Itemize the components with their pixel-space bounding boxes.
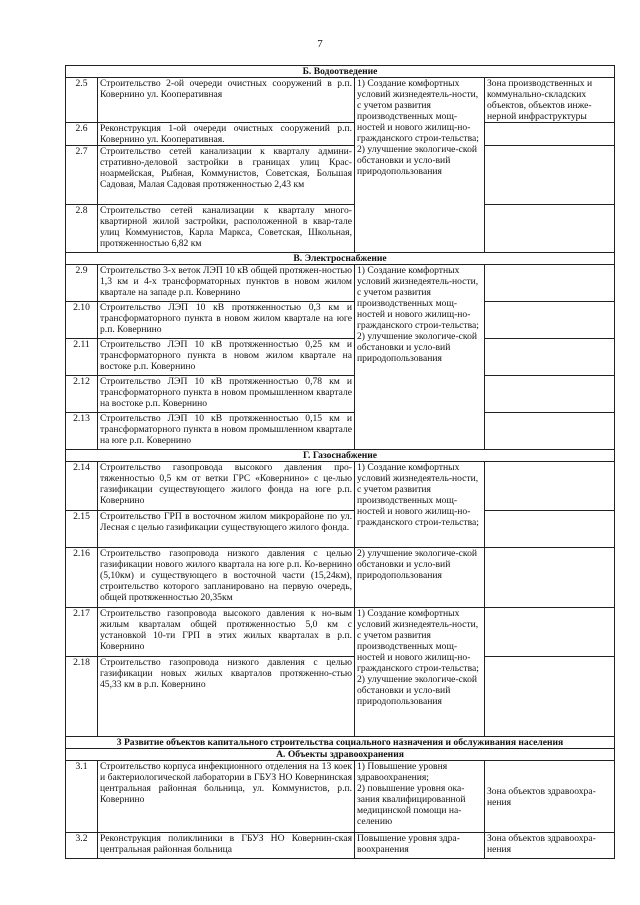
zone-cell (485, 511, 615, 548)
goal-cell (355, 608, 485, 737)
zone-text: Зона объектов здравоохра-нения (487, 833, 596, 855)
section-row (66, 66, 615, 78)
zone-text: Зона производственных и коммунально-складских объектов, объектов инже-нерной инфраструктуры (487, 78, 593, 122)
row-number: 2.16 (66, 548, 98, 608)
section-row (66, 749, 615, 761)
row-description: Строительство ЛЭП 10 кВ протяженностью 0,15 км и трансформаторного пункта в новом промышленном квартале на юге р.п. Ковернино (98, 413, 355, 450)
row-number: 2.9 (66, 265, 98, 302)
zone-cell (485, 339, 615, 376)
table-row (66, 548, 615, 608)
zone-cell (485, 376, 615, 413)
section-row (66, 450, 615, 462)
row-description: Строительство газопровода низкого давления с целью газификации нового жилого квартала на юге р.п. Ко-вернино (5,10км) и существующего в восточной части (15,24км), строительство которого запланировано на первую очередь, общей протяженностью 20,35км (98, 548, 355, 608)
table-row (66, 761, 615, 833)
section-row (66, 253, 615, 265)
row-description: Строительство ЛЭП 10 кВ протяженностью 0,78 км и трансформаторного пункта в новом промышленном квартале на востоке р.п. Ковернино (98, 376, 355, 413)
section-title-social: 3 Развитие объектов капитального строительства социального назначения и обслуживания населения (66, 737, 615, 749)
zone-cell (485, 608, 615, 657)
table-row (66, 205, 615, 253)
goal-text: Повышение уровня здра-воохранения (357, 833, 460, 855)
table-row (66, 78, 615, 123)
row-number: 3.1 (66, 761, 98, 833)
section-title-health: А. Объекты здравоохранения (66, 749, 615, 761)
table-row (66, 462, 615, 511)
row-number: 2.12 (66, 376, 98, 413)
page-number: 7 (317, 38, 323, 50)
zone-cell (485, 302, 615, 339)
row-description: Строительство сетей канализации к кварталу админи-стративно-деловой застройки в границах улиц Крас-ноармейская, Рыбная, Коммунистов, Советская, Большая Садовая, Малая Садовая протяженностью 2,43 км (98, 146, 355, 205)
row-number: 2.7 (66, 146, 98, 205)
goal-cell (355, 265, 485, 450)
row-number: 2.15 (66, 511, 98, 548)
row-description: Строительство газопровода высокого давления про-тяженностью 0,5 км от ветки ГРС «Ковернино» с це-лью газификации существующего жилого фонда на юге р.п. Ковернино (98, 462, 355, 511)
table-row (66, 302, 615, 339)
goal-text: 1) Создание комфортных условий жизнедеятель-ности, с учетом развития производственных мощ-ностей и нового жилищ-но-гражданского строи-тельства; 2) улучшение экологиче-ской обстановки и усло-вий природопользования (357, 608, 479, 707)
goal-text: 2) улучшение экологиче-ской обстановки и усло-вий природопользования (357, 548, 478, 581)
row-number: 2.11 (66, 339, 98, 376)
row-number: 2.18 (66, 657, 98, 737)
row-number: 3.2 (66, 833, 98, 859)
zone-cell (485, 413, 615, 450)
table-row (66, 339, 615, 376)
row-number: 2.6 (66, 123, 98, 146)
row-number: 2.14 (66, 462, 98, 511)
goal-cell (355, 761, 485, 833)
zone-text: Зона объектов здравоохра-нения (487, 785, 596, 808)
zone-cell (485, 78, 615, 123)
section-row (66, 737, 615, 749)
zone-cell (485, 146, 615, 205)
row-description: Реконструкция поликлиники в ГБУЗ НО Ковернин-ская центральная районная больница (98, 833, 355, 859)
zone-cell (485, 265, 615, 302)
table-row (66, 833, 615, 859)
table-row (66, 608, 615, 657)
goal-cell (355, 833, 485, 859)
row-description: Строительство ЛЭП 10 кВ протяженностью 0,25 км и трансформаторного пункта в новом жилом квартале на востоке р.п. Ковернино (98, 339, 355, 376)
goal-text: 1) Создание комфортных условий жизнедеятель-ности, с учетом развития производственных мощ-ностей и нового жилищ-но-гражданского строи-тельства; 2) улучшение экологиче-ской обстановки и усло-вий природопользования (357, 265, 479, 364)
row-description: Строительство ГРП в восточном жилом микрорайоне по ул. Лесная с целью газификации существующего жилого фонда. (98, 511, 355, 548)
zone-cell (485, 123, 615, 146)
zone-cell (485, 205, 615, 253)
planning-table (65, 65, 615, 859)
table-row (66, 265, 615, 302)
table-row (66, 657, 615, 737)
row-description: Строительство сетей канализации к кварталу много-квартирной жилой застройки, расположенной в квар-тале улиц Коммунистов, Карла Маркса, Советская, Школьная, протяженностью 6,82 км (98, 205, 355, 253)
zone-cell (485, 548, 615, 608)
row-description: Строительство корпуса инфекционного отделения на 13 коек и бактериологической лаборатории в ГБУЗ НО Ковернинская центральная районная больница, ул. Коммунистов, р.п. Ковернино (98, 761, 355, 833)
row-description: Строительство 2-ой очереди очистных сооружений в р.п. Ковернино ул. Кооперативная (98, 78, 355, 123)
table-row (66, 413, 615, 450)
row-number: 2.5 (66, 78, 98, 123)
row-description: Строительство 3-х веток ЛЭП 10 кВ общей протяжен-ностью 1,3 км и 4-х трансформаторных пунктов в новом жилом квартале на западе р.п. Ковернино (98, 265, 355, 302)
row-description: Строительство газопровода высокого давления к но-вым жилым кварталам общей протяженностью 5,0 км с установкой 10-ти ГРП в этих жилых кварталах в р.п. Ковернино (98, 608, 355, 657)
table-row (66, 376, 615, 413)
goal-cell (355, 548, 485, 608)
row-number: 2.13 (66, 413, 98, 450)
row-number: 2.8 (66, 205, 98, 253)
goal-cell (355, 462, 485, 548)
goal-cell (355, 78, 485, 253)
row-description: Строительство ЛЭП 10 кВ протяженностью 0,3 км и трансформаторного пункта в новом жилом квартале на юге р.п. Ковернино (98, 302, 355, 339)
section-title-gas: Г. Газоснабжение (66, 450, 615, 462)
section-title-power: В. Электроснабжение (66, 253, 615, 265)
table-row (66, 146, 615, 205)
zone-cell (485, 657, 615, 737)
goal-text: 1) Создание комфортных условий жизнедеятель-ности, с учетом развития производственных мощ-ностей и нового жилищ-но-гражданского строи-тельства; 2) улучшение экологиче-ской обстановки и усло-вий природопользования (357, 78, 479, 177)
row-number: 2.10 (66, 302, 98, 339)
row-description: Реконструкция 1-ой очереди очистных сооружений р.п. Ковернино ул. Кооперативная. (98, 123, 355, 146)
goal-text: 1) Создание комфортных условий жизнедеятель-ности, с учетом развития производственных мощ-ностей и нового жилищ-но-гражданского строи-тельства; (357, 462, 479, 528)
row-description: Строительство газопровода низкого давления с целью газификации новых жилых кварталов протяженно-стью 45,33 км в р.п. Ковернино (98, 657, 355, 737)
section-title-water: Б. Водоотведение (66, 66, 615, 78)
row-number: 2.17 (66, 608, 98, 657)
goal-text: 1) Повышение уровня здравоохранения; 2) повышение уровня ока-зания квалифицированной медицинской помощи на-селению (357, 761, 466, 827)
zone-cell (485, 833, 615, 859)
table-row (66, 511, 615, 548)
zone-cell (485, 462, 615, 511)
table-row (66, 123, 615, 146)
zone-cell (485, 761, 615, 833)
